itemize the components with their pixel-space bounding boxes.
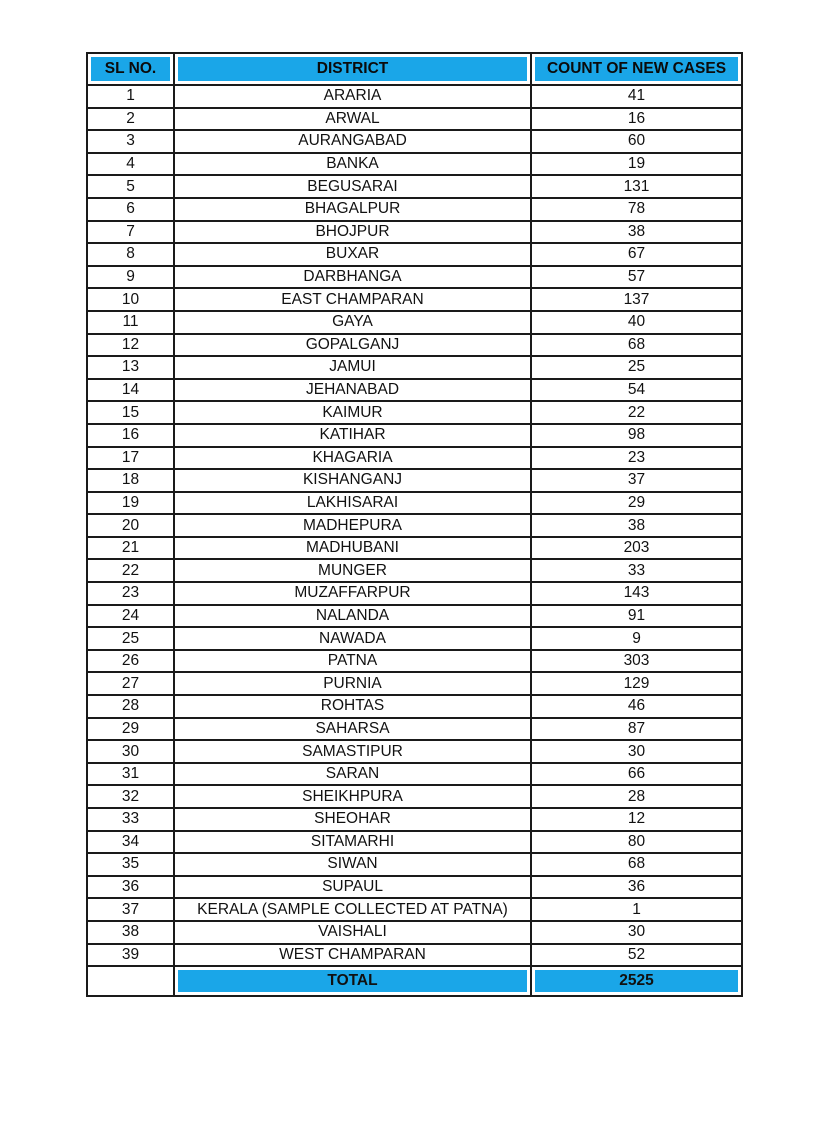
sl-no-cell: 29 (87, 718, 174, 741)
district-cell: DARBHANGA (174, 266, 531, 289)
district-cell: MADHEPURA (174, 514, 531, 537)
district-cell: ARWAL (174, 108, 531, 131)
table-row (87, 492, 742, 515)
total-row (87, 966, 742, 996)
count-cell: 60 (531, 130, 742, 153)
table-header (87, 53, 742, 85)
count-cell: 22 (531, 401, 742, 424)
district-cell: SHEOHAR (174, 808, 531, 831)
district-cases-sheet (86, 52, 741, 997)
sl-no-cell: 9 (87, 266, 174, 289)
count-cell: 303 (531, 650, 742, 673)
table-row (87, 401, 742, 424)
district-cell: VAISHALI (174, 921, 531, 944)
district-cell: SITAMARHI (174, 831, 531, 854)
count-cell: 54 (531, 379, 742, 402)
table-row (87, 198, 742, 221)
count-cell: 87 (531, 718, 742, 741)
count-cell: 66 (531, 763, 742, 786)
count-cell: 23 (531, 447, 742, 470)
district-cell: KAIMUR (174, 401, 531, 424)
table-row (87, 130, 742, 153)
district-cell: SAMASTIPUR (174, 740, 531, 763)
count-cell: 131 (531, 175, 742, 198)
header-sl-no: SL NO. (87, 53, 174, 85)
count-cell: 46 (531, 695, 742, 718)
count-cell: 137 (531, 288, 742, 311)
table-row (87, 898, 742, 921)
total-empty-cell (87, 966, 174, 996)
table-row (87, 921, 742, 944)
sl-no-cell: 10 (87, 288, 174, 311)
count-cell: 68 (531, 853, 742, 876)
district-cell: EAST CHAMPARAN (174, 288, 531, 311)
sl-no-cell: 4 (87, 153, 174, 176)
table-row (87, 334, 742, 357)
table-row (87, 808, 742, 831)
table-row (87, 288, 742, 311)
count-cell: 36 (531, 876, 742, 899)
table-row (87, 379, 742, 402)
table-row (87, 876, 742, 899)
count-cell: 30 (531, 740, 742, 763)
district-cases-table (86, 52, 743, 997)
district-cell: MADHUBANI (174, 537, 531, 560)
count-cell: 1 (531, 898, 742, 921)
sl-no-cell: 28 (87, 695, 174, 718)
sl-no-cell: 17 (87, 447, 174, 470)
sl-no-cell: 15 (87, 401, 174, 424)
sl-no-cell: 16 (87, 424, 174, 447)
table-row (87, 559, 742, 582)
count-cell: 25 (531, 356, 742, 379)
district-cell: KATIHAR (174, 424, 531, 447)
table-row (87, 831, 742, 854)
table-row (87, 740, 742, 763)
district-cell: ROHTAS (174, 695, 531, 718)
district-cell: SUPAUL (174, 876, 531, 899)
sl-no-cell: 37 (87, 898, 174, 921)
district-cell: WEST CHAMPARAN (174, 944, 531, 967)
district-cell: KISHANGANJ (174, 469, 531, 492)
sl-no-cell: 22 (87, 559, 174, 582)
count-cell: 91 (531, 605, 742, 628)
sl-no-cell: 32 (87, 785, 174, 808)
district-cell: NAWADA (174, 627, 531, 650)
total-value: 2525 (531, 966, 742, 996)
table-row (87, 763, 742, 786)
table-row (87, 718, 742, 741)
table-row (87, 243, 742, 266)
table-row (87, 108, 742, 131)
district-cell: PURNIA (174, 672, 531, 695)
table-row (87, 153, 742, 176)
table-row (87, 311, 742, 334)
sl-no-cell: 23 (87, 582, 174, 605)
table-row (87, 175, 742, 198)
sl-no-cell: 38 (87, 921, 174, 944)
header-row (87, 53, 742, 85)
count-cell: 28 (531, 785, 742, 808)
sl-no-cell: 39 (87, 944, 174, 967)
district-cell: ARARIA (174, 85, 531, 108)
table-row (87, 356, 742, 379)
sl-no-cell: 12 (87, 334, 174, 357)
sl-no-cell: 25 (87, 627, 174, 650)
sl-no-cell: 24 (87, 605, 174, 628)
district-cell: SARAN (174, 763, 531, 786)
sl-no-cell: 34 (87, 831, 174, 854)
sl-no-cell: 27 (87, 672, 174, 695)
table-row (87, 650, 742, 673)
table-row (87, 537, 742, 560)
sl-no-cell: 1 (87, 85, 174, 108)
sl-no-cell: 36 (87, 876, 174, 899)
sl-no-cell: 5 (87, 175, 174, 198)
sl-no-cell: 3 (87, 130, 174, 153)
table-row (87, 853, 742, 876)
district-cell: KERALA (SAMPLE COLLECTED AT PATNA) (174, 898, 531, 921)
district-cell: BANKA (174, 153, 531, 176)
sl-no-cell: 8 (87, 243, 174, 266)
sl-no-cell: 11 (87, 311, 174, 334)
count-cell: 57 (531, 266, 742, 289)
count-cell: 19 (531, 153, 742, 176)
sl-no-cell: 2 (87, 108, 174, 131)
table-footer (87, 966, 742, 996)
sl-no-cell: 13 (87, 356, 174, 379)
count-cell: 98 (531, 424, 742, 447)
count-cell: 78 (531, 198, 742, 221)
sl-no-cell: 30 (87, 740, 174, 763)
count-cell: 38 (531, 221, 742, 244)
table-row (87, 627, 742, 650)
table-row (87, 514, 742, 537)
table-row (87, 582, 742, 605)
header-district: DISTRICT (174, 53, 531, 85)
district-cell: GAYA (174, 311, 531, 334)
table-row (87, 672, 742, 695)
district-cell: SHEIKHPURA (174, 785, 531, 808)
table-row (87, 85, 742, 108)
table-body (87, 85, 742, 966)
district-cell: AURANGABAD (174, 130, 531, 153)
sl-no-cell: 21 (87, 537, 174, 560)
table-row (87, 447, 742, 470)
count-cell: 129 (531, 672, 742, 695)
sl-no-cell: 33 (87, 808, 174, 831)
table-row (87, 469, 742, 492)
district-cell: JEHANABAD (174, 379, 531, 402)
sl-no-cell: 35 (87, 853, 174, 876)
district-cell: JAMUI (174, 356, 531, 379)
count-cell: 16 (531, 108, 742, 131)
table-row (87, 266, 742, 289)
count-cell: 67 (531, 243, 742, 266)
district-cell: KHAGARIA (174, 447, 531, 470)
sl-no-cell: 31 (87, 763, 174, 786)
sl-no-cell: 6 (87, 198, 174, 221)
count-cell: 12 (531, 808, 742, 831)
district-cell: BUXAR (174, 243, 531, 266)
sl-no-cell: 18 (87, 469, 174, 492)
district-cell: GOPALGANJ (174, 334, 531, 357)
count-cell: 38 (531, 514, 742, 537)
count-cell: 37 (531, 469, 742, 492)
sl-no-cell: 7 (87, 221, 174, 244)
count-cell: 52 (531, 944, 742, 967)
district-cell: NALANDA (174, 605, 531, 628)
count-cell: 33 (531, 559, 742, 582)
table-row (87, 605, 742, 628)
count-cell: 68 (531, 334, 742, 357)
sl-no-cell: 14 (87, 379, 174, 402)
district-cell: MUNGER (174, 559, 531, 582)
table-row (87, 424, 742, 447)
sl-no-cell: 19 (87, 492, 174, 515)
district-cell: SAHARSA (174, 718, 531, 741)
count-cell: 30 (531, 921, 742, 944)
count-cell: 9 (531, 627, 742, 650)
table-row (87, 785, 742, 808)
district-cell: BHAGALPUR (174, 198, 531, 221)
count-cell: 41 (531, 85, 742, 108)
district-cell: PATNA (174, 650, 531, 673)
district-cell: BEGUSARAI (174, 175, 531, 198)
table-row (87, 221, 742, 244)
district-cell: BHOJPUR (174, 221, 531, 244)
total-label: TOTAL (174, 966, 531, 996)
district-cell: MUZAFFARPUR (174, 582, 531, 605)
count-cell: 203 (531, 537, 742, 560)
sl-no-cell: 26 (87, 650, 174, 673)
count-cell: 29 (531, 492, 742, 515)
count-cell: 143 (531, 582, 742, 605)
count-cell: 40 (531, 311, 742, 334)
count-cell: 80 (531, 831, 742, 854)
district-cell: LAKHISARAI (174, 492, 531, 515)
header-count-of-new-cases: COUNT OF NEW CASES (531, 53, 742, 85)
table-row (87, 695, 742, 718)
sl-no-cell: 20 (87, 514, 174, 537)
table-row (87, 944, 742, 967)
district-cell: SIWAN (174, 853, 531, 876)
